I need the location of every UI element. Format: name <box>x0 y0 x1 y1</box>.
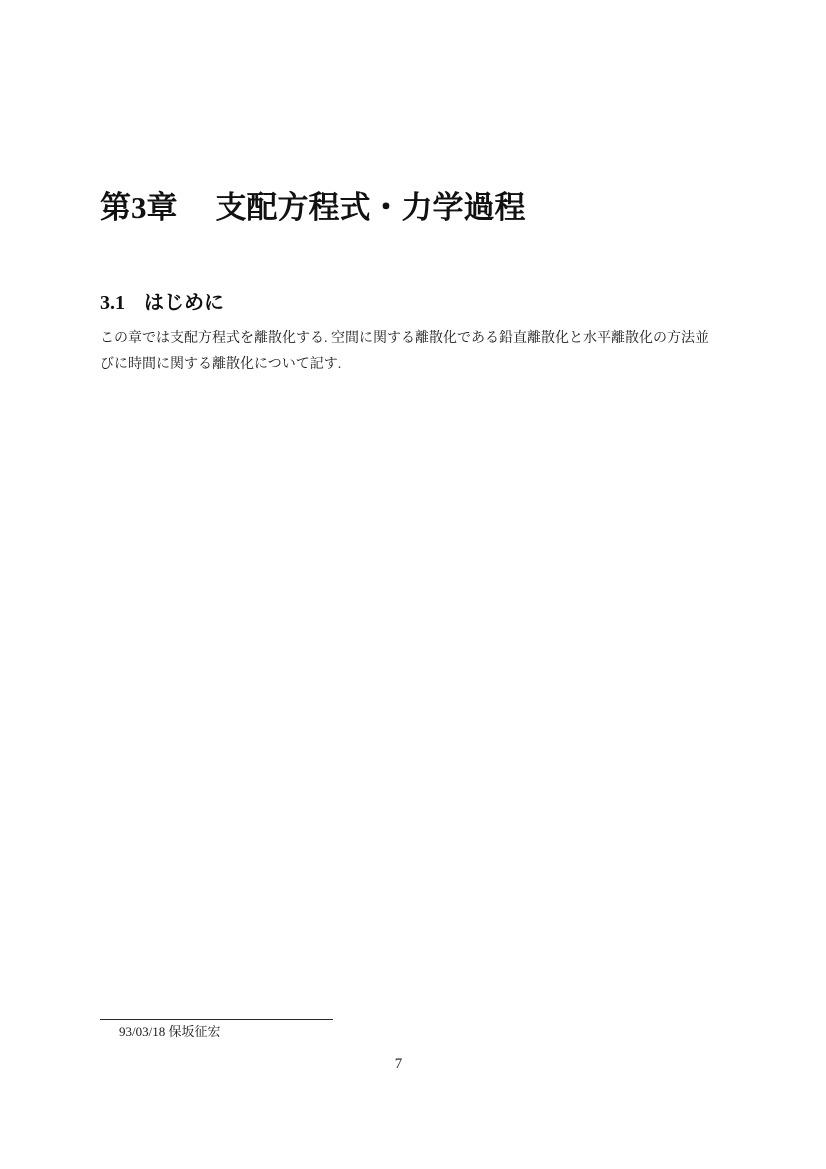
footnote-rule <box>100 1019 333 1020</box>
chapter-label-prefix: 第 <box>100 190 131 225</box>
section-number: 3.1 <box>100 292 125 314</box>
chapter-label-suffix: 章 <box>146 190 178 225</box>
paragraph-line-2: びに時間に関する離散化について記す. <box>100 357 342 372</box>
chapter-heading <box>100 188 526 228</box>
section-heading <box>100 290 224 316</box>
chapter-number-group <box>100 188 178 228</box>
chapter-number: 3 <box>131 190 147 225</box>
intro-paragraph <box>100 326 740 378</box>
footnote-text: 93/03/18 保坂征宏 <box>119 1024 221 1039</box>
section-title: はじめに <box>144 292 224 314</box>
page-number: 7 <box>394 1056 403 1072</box>
chapter-title: 支配方程式・力学過程 <box>215 190 526 225</box>
paragraph-line-1: この章では支配方程式を離散化する. 空間に関する離散化である鉛直離散化と水平離散化の方法並 <box>100 331 709 346</box>
